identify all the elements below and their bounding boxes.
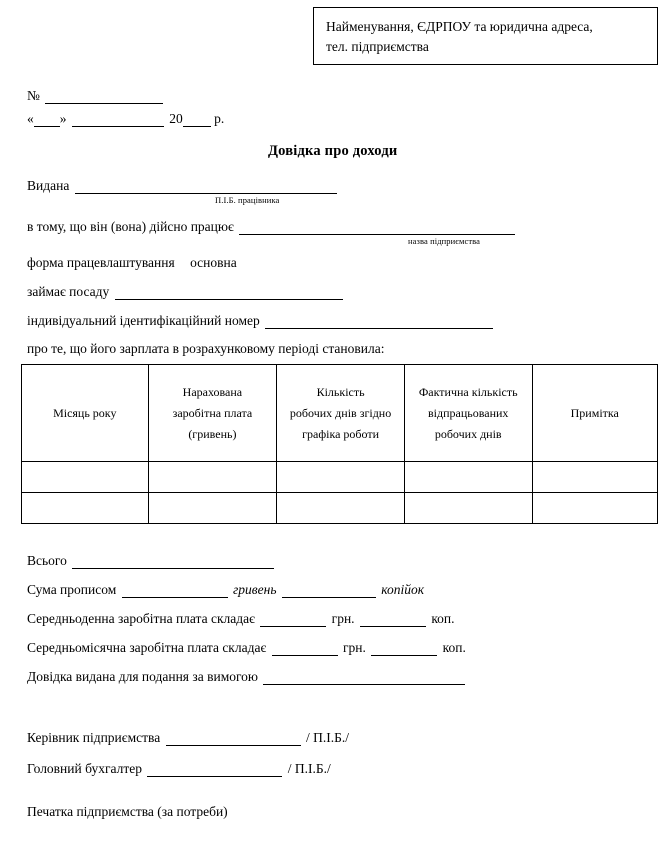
table-cell-month[interactable] — [22, 462, 149, 493]
tax-id-row — [27, 313, 495, 329]
header-line: (гривень) — [188, 426, 237, 441]
header-line: заробітна плата — [172, 405, 253, 420]
signature-suffix-accountant: / П.І.Б./ — [287, 761, 331, 776]
company-header-line-2: тел. підприємства — [326, 38, 429, 54]
date-quote-open: « — [27, 111, 34, 126]
average-daily-kop-unit: коп. — [431, 611, 455, 626]
average-daily-salary-row — [27, 611, 455, 627]
average-daily-hrn-field[interactable] — [260, 614, 326, 627]
signature-label-accountant: Головний бухгалтер — [27, 761, 142, 776]
document-number-label: № — [27, 88, 40, 103]
position-row — [27, 284, 345, 300]
table-row[interactable] — [22, 462, 658, 493]
tax-id-label: індивідуальний ідентифікаційний номер — [27, 313, 260, 328]
table-cell-actual-days[interactable] — [404, 462, 532, 493]
employment-form-label: форма працевлаштування — [27, 255, 175, 270]
purpose-label: Довідка видана для подання за вимогою — [27, 669, 259, 684]
signature-row-accountant — [27, 761, 331, 777]
header-line: Примітка — [570, 405, 619, 420]
amount-in-words-label: Сума прописом — [27, 582, 117, 597]
signature-row-director — [27, 730, 349, 746]
purpose-field[interactable] — [263, 672, 465, 685]
table-cell-accrued-salary[interactable] — [148, 493, 277, 524]
salary-intro-text: про те, що його зарплата в розрахунковому періоді становила: — [27, 341, 385, 356]
average-monthly-hrn-field[interactable] — [272, 643, 338, 656]
table-header-row — [22, 365, 658, 462]
works-at-caption: назва підприємства — [408, 236, 481, 246]
amount-kopiyok-unit: копійок — [381, 582, 425, 597]
position-label: займає посаду — [27, 284, 110, 299]
average-daily-salary-label: Середньоденна заробітна плата складає — [27, 611, 255, 626]
average-daily-kop-field[interactable] — [360, 614, 426, 627]
table-column-header-note — [532, 365, 657, 462]
amount-hryvnia-field[interactable] — [122, 585, 228, 598]
total-row — [27, 553, 276, 569]
table-row[interactable] — [22, 493, 658, 524]
document-date-row — [27, 111, 224, 127]
table-column-header-accrued-salary — [148, 365, 277, 462]
amount-in-words-row — [27, 582, 424, 598]
average-monthly-kop-unit: коп. — [442, 640, 466, 655]
header-line: робочих днів згідно — [289, 405, 392, 420]
table-cell-month[interactable] — [22, 493, 149, 524]
purpose-row — [27, 669, 467, 685]
date-day-field[interactable] — [34, 114, 60, 127]
issued-to-caption: П.І.Б. працівника — [215, 195, 280, 205]
header-line: відпрацьованих — [427, 405, 509, 420]
date-year-prefix: 20 — [169, 111, 183, 126]
average-monthly-hrn-unit: грн. — [343, 640, 366, 655]
header-line: Місяць року — [53, 405, 117, 420]
document-number-field[interactable] — [45, 91, 163, 104]
average-monthly-salary-label: Середньомісячна заробітна плата складає — [27, 640, 267, 655]
average-monthly-salary-row — [27, 640, 466, 656]
issued-to-label: Видана — [27, 178, 70, 193]
issued-to-row — [27, 178, 339, 194]
works-at-label: в тому, що він (вона) дійсно працює — [27, 219, 234, 234]
salary-table — [21, 364, 658, 524]
table-column-header-scheduled-days — [277, 365, 405, 462]
average-monthly-kop-field[interactable] — [371, 643, 437, 656]
table-cell-note[interactable] — [532, 493, 657, 524]
date-month-field[interactable] — [72, 114, 164, 127]
date-year-field[interactable] — [183, 114, 211, 127]
page-title: Довідка про доходи — [268, 143, 398, 159]
table-cell-scheduled-days[interactable] — [277, 462, 405, 493]
works-at-row — [27, 219, 517, 235]
table-cell-note[interactable] — [532, 462, 657, 493]
signature-field-accountant[interactable] — [147, 764, 282, 777]
table-cell-scheduled-days[interactable] — [277, 493, 405, 524]
employment-form-row — [27, 255, 237, 271]
issued-to-field[interactable] — [75, 181, 337, 194]
table-cell-actual-days[interactable] — [404, 493, 532, 524]
amount-hryvnia-unit: гривень — [233, 582, 277, 597]
works-at-field[interactable] — [239, 222, 515, 235]
total-field[interactable] — [72, 556, 274, 569]
signature-suffix-director: / П.І.Б./ — [305, 730, 349, 745]
header-line: Нарахована — [182, 384, 243, 399]
total-label: Всього — [27, 553, 67, 568]
table-cell-accrued-salary[interactable] — [148, 462, 277, 493]
signature-field-director[interactable] — [166, 733, 301, 746]
date-quote-close: » — [59, 111, 67, 126]
amount-kopiyok-field[interactable] — [282, 585, 376, 598]
position-field[interactable] — [115, 287, 343, 300]
stamp-note: Печатка підприємства (за потреби) — [27, 804, 228, 819]
tax-id-field[interactable] — [265, 316, 493, 329]
header-line: графіка роботи — [302, 426, 380, 441]
employment-form-value: основна — [190, 255, 237, 270]
date-year-suffix: р. — [214, 111, 225, 126]
company-header-line-1: Найменування, ЄДРПОУ та юридична адреса, — [326, 19, 593, 34]
company-header-box — [313, 7, 658, 65]
signature-label-director: Керівник підприємства — [27, 730, 161, 745]
header-line: Кількість — [316, 384, 365, 399]
document-number-row — [27, 88, 165, 104]
average-daily-hrn-unit: грн. — [331, 611, 355, 626]
table-column-header-month — [22, 365, 149, 462]
table-column-header-actual-days — [404, 365, 532, 462]
header-line: Фактична кількість — [418, 384, 518, 399]
header-line: робочих днів — [434, 426, 502, 441]
